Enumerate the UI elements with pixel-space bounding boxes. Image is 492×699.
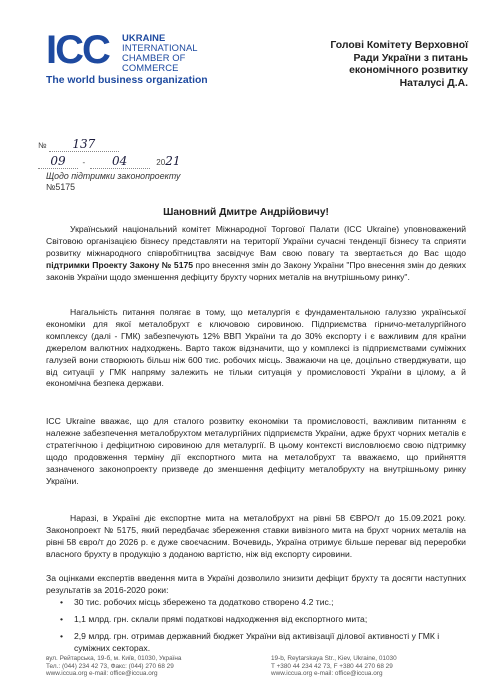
registration-date: 09 - 04 2021 [38,154,180,169]
footer-ukrainian: вул. Рейтарська, 19-б, м. Київ, 01030, Україна Тел.: (044) 234 42 73, Факс: (044) 270 68 29 www.iccua.org e-mail: office@iccua.org [46,655,182,678]
addressee-line: Ради України з питань [353,52,468,64]
paragraph-intro: Український національний комітет Міжнародної Торгової Палати (ICC Ukraine) уповноважений Світовою організацією бізнесу представляти на території України сучасні тенденції бізнесу та сприяти розвитку міжнародного співробітництва засвідчує Вам свою повагу та звертається до Вас щодо підтримки Проекту Закону № 5175 про внесення змін до Закону України "Про внесення змін до деяких законів України щодо зменшення дефіциту брухту чорних металів на внутрішньому ринку". [46,224,466,282]
icc-tagline: The world business organization [46,75,208,86]
subject-bill-number: №5175 [46,182,76,192]
subject-text: Щодо підтримки законопроекту [46,171,181,181]
number-prefix: № [38,141,47,150]
registration-number-value: 137 [72,137,96,151]
results-list [60,597,468,660]
list-item: • 1,1 млрд. грн. склали прямі податкові надходження від експортного мита; [60,614,468,626]
date-day: 09 [50,154,66,168]
addressee-block [288,40,468,90]
paragraph-position: ICC Ukraine вважає, що для сталого розвитку економіки та промисловості, важливим питанням є належне забезпечення металобрухтом металургійних підприємств України, адже брухт чорних металів є стратегічною і дефіцитною сировиною для металургії. В цьому контексті висловлюємо свою підтримку щодо продовження терміну дії експортного мита на металобрухт та вважаємо, що прийняття зазначеного законопроекту призведе до зменшення дефіциту металобрухту на внутрішньому ринку України. [46,416,466,486]
paragraph-current-duty: Наразі, в Україні діє експортне мита на металобрухт на рівні 58 ЄВРО/т до 15.09.2021 року. Законопроект № 5175, який передбачає збереження ставки вивізного мита на брухт чорних металів на рівні 58 євро/т до 2026 р. є дуже своєчасним. Вочевидь, Україна отримує більше переваг від переробки власного брухту в продукцію з доданою вартістю, ніж від експорту сировини. [46,513,466,559]
addressee-line: Голові Комітету Верховної [330,40,468,51]
date-year-suffix: 21 [165,154,181,168]
list-item: • 2,9 млрд. грн. отримав державний бюджет України від активізації ділової активності у ГМК і суміжних секторах. [60,631,468,655]
icc-logo-mark: ICC [46,28,109,72]
org-line-ukraine: UKRAINE [122,32,166,43]
bill-support-highlight: підтримки Проекту Закону № 5175 [46,259,194,270]
paragraph-results-intro: За оцінками експертів введення мита в Україні дозволило знизити дефіцит брухту та досягти наступних результатів за 2016-2020 роки: [46,573,466,595]
addressee-line: Наталусі Д.А. [399,77,468,89]
org-line-international: INTERNATIONAL [122,42,198,53]
registration-number [38,137,119,152]
list-item: • 30 тис. робочих місць збережено та додатково створено 4.2 тис.; [60,597,468,609]
date-month: 04 [111,154,128,168]
org-line-chamber: CHAMBER OF COMMERCE [122,52,186,73]
subject-line [46,171,180,193]
paragraph-importance: Нагальність питання полягає в тому, що металургія є фундаментальною галуззю української економіки для якої металобрухт є ключовою сировиною. Підприємства гірничо-металургійного комплексу (далі - ГМК) забезпечують 12% ВВП України та до 30% експорту і є важливим для країни джерелом валютних надходжень. Варто також відзначити, що у комплексі із підприємствами суміжних галузей вони створюють більш ніж 600 тис. робочих місць. Зважаючи на це, доцільно стверджувати, що від ситуації у ГМК напряму залежить не тільки ситуація у промисловості України в цілому, а й економічна безпека держави. [46,307,466,389]
salutation: Шановний Дмитре Андрійовичу! [163,207,329,218]
date-year-prefix: 20 [156,158,166,167]
icc-org-name [122,33,232,73]
footer-english: 19-b, Reytarskaya Str., Kiev, Ukraine, 01030 T +380 44 234 42 73, F +380 44 270 68 29 www.iccua.org e-mail: office@iccua.org [271,655,397,678]
addressee-line: економічного розвитку [349,65,468,76]
